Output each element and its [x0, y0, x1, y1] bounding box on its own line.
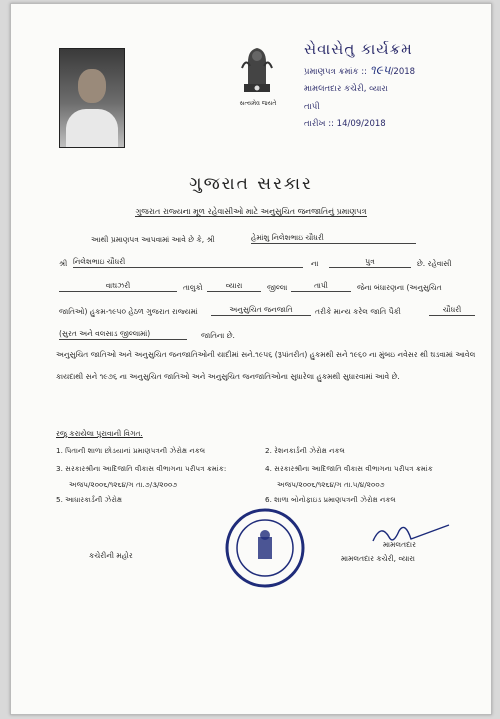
- issuing-district: તાપી: [304, 102, 320, 112]
- signatory-office: મામલતદાર કચેરી, વ્યારા: [341, 554, 416, 563]
- intro-text: આથી પ્રમાણપત્ર આપવામાં આવે છે કે, શ્રી: [91, 235, 215, 244]
- legal-paragraph: અનુસુચિત જાતિઓ અને અનુસુચિત જનજાતિઓની યાદીમાં સને.૧૯૫૬ (રૂપાંતરીત) હુકમથી સને ૧૯૬૦ ના મુંબઇ નવેસર થી ઘડવામાં આવેલ કાયદાથી સને ૧૯૭૬ ના અનુસુચિત જાતિઓ અને અનુસુચિત જનજાતિઓના સુધારેલા હુકમથી સુધારવામાં આવે છે.: [56, 350, 476, 381]
- document-item: 6. શાળા બોનોફાઇડ પ્રમાણપત્રની ઝેરોક્ષ નકલ: [265, 495, 396, 504]
- order-text: જાતિઓ) હુકમ-૧૯૫૦ હેઠળ ગુજરાત રાજ્યમાં: [59, 307, 198, 316]
- certificate-subtitle: ગુજરાત રાજ્યના મૂળ રહેવાસીઓ માટે અનુસુચિત જનજાતિનું પ્રમાણપત્ર: [135, 207, 367, 216]
- document-item: 4. સરકારશ્રીના આદિજાતિ વીકાસ વીભાગના પરીપત્ર ક્રમાંક: [265, 464, 433, 473]
- taluka-label: તાલુકો: [183, 283, 203, 292]
- document-reference: અજપ/૨૦૦૬/૧૨૬૪/ગ તા.૫/૪/૨૦૦૭: [277, 480, 385, 489]
- document-reference: અજપ/૨૦૦૬/૧૨૬૪/ગ તા.૭/૩/૨૦૦૭: [69, 480, 178, 489]
- person-name: હેમાંશુ નિલેશભાઇ ચૌધરી: [251, 233, 416, 244]
- document-item: 3. સરકારશ્રીના આદિજાતિ વીકાસ વીભાગના પરીપત્ર ક્રમાંક:: [56, 464, 227, 473]
- issue-date: તારીખ :: 14/09/2018: [304, 119, 386, 129]
- office-seal-label: કચેરીની મહોર: [89, 551, 133, 560]
- caste-suffix: જાતિના છે.: [201, 331, 235, 340]
- round-seal-icon: [224, 507, 306, 589]
- issuing-office: મામલતદાર કચેરી, વ્યારા: [304, 84, 388, 94]
- resident-label: છે. રહેવાસી: [417, 259, 452, 268]
- category-value: અનુસુચિત જનજાતિ: [211, 305, 311, 316]
- recognized-text: તરીકે માન્ય કરેલ જાતિ પૈકી: [315, 307, 401, 316]
- program-title: સેવાસેતુ કાર્યક્રમ: [304, 40, 413, 58]
- ashoka-emblem-icon: [236, 40, 278, 98]
- document-item: 1. પિતાની શાળા છોડયાનાં પ્રમાણપત્રની ઝેરોક્ષ નકલ: [56, 446, 206, 455]
- father-name: નિલેશભાઇ ચૌધરી: [73, 257, 303, 268]
- constitution-text: જેના બંધારણના (અનુસુચિત: [357, 283, 442, 292]
- certificate-number-value: ૧૯૫: [369, 63, 391, 77]
- village-value: વાઘઝરી: [59, 281, 177, 292]
- shri-label: શ્રી: [59, 259, 68, 268]
- emblem-motto: સત્યમેવ જયતે: [239, 100, 277, 107]
- relation-value: પુત્ર: [329, 257, 411, 268]
- documents-heading: રજુ કરાયેલા પુરાવાની વિગત.: [56, 429, 143, 438]
- region-value: (સુરત અને વલસાડ જીલ્લામાં): [59, 329, 187, 340]
- na-label: ના: [311, 259, 319, 268]
- district-label: જીલ્લા: [267, 283, 288, 292]
- document-item: 5. આધારકાર્ડની ઝેરોક્ષ: [56, 495, 123, 504]
- certificate-number: પ્રમાણપત્ર ક્રમાંક :: ૧૯૫/2018: [304, 63, 416, 77]
- caste-value: ચૌધરી: [429, 305, 475, 316]
- taluka-value: વ્યારા: [207, 281, 261, 292]
- certificate-page: [10, 3, 492, 715]
- applicant-photo: [59, 48, 125, 148]
- document-item: 2. રેશનકાર્ડની ઝેરોક્ષ નકલ: [265, 446, 345, 455]
- signatory-title: મામલતદાર: [383, 540, 416, 549]
- government-title: ગુજરાત સરકાર: [189, 174, 313, 194]
- district-value: તાપી: [291, 281, 351, 292]
